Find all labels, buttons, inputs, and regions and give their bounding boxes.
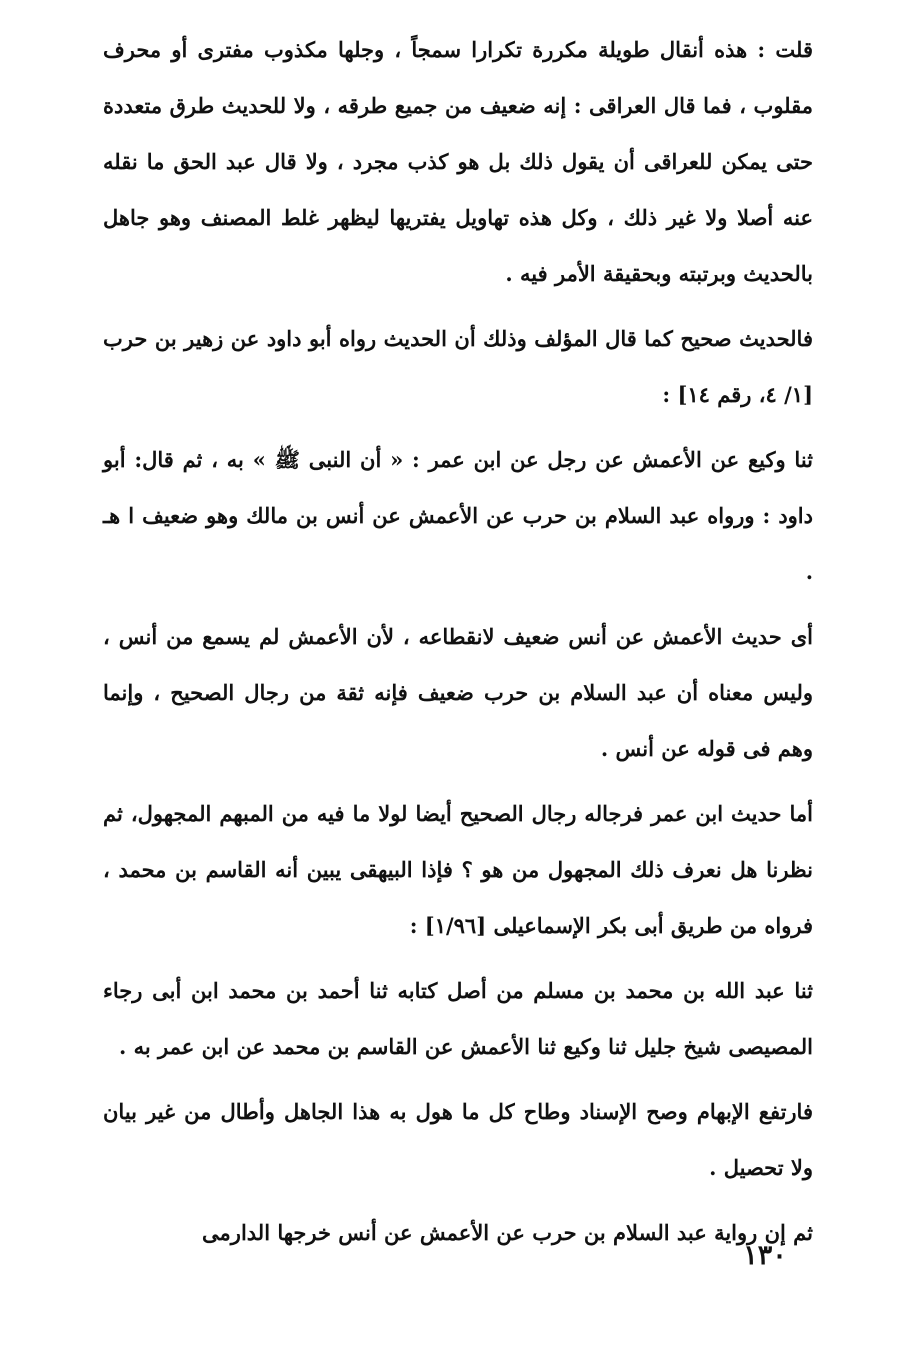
paragraph-6: ثنا عبد الله بن محمد بن مسلم من أصل كتابه ثنا أحمد بن محمد ابن أبى رجاء المصيصى شيخ جليل ثنا وكيع ثنا الأعمش عن القاسم بن محمد عن ابن عمر به .: [103, 978, 813, 1059]
paragraph-5: أما حديث ابن عمر فرجاله رجال الصحيح أيضا لولا ما فيه من المبهم المجهول، ثم نظرنا هل نعرف ذلك المجهول من هو ؟ فإذا البيهقى يبين أنه القاسم بن محمد ، فرواه من طريق أبى بكر الإسماعيلى [١/٩٦] :: [103, 801, 813, 938]
paragraph-4: أى حديث الأعمش عن أنس ضعيف لانقطاعه ، لأن الأعمش لم يسمع من أنس ، وليس معناه أن عبد السلام بن حرب ضعيف فإنه ثقة من رجال الصحيح ، وإنما وهم فى قوله عن أنس .: [103, 624, 813, 761]
paragraph-3: ثنا وكيع عن الأعمش عن رجل عن ابن عمر : « أن النبى ﷺ » به ، ثم قال: أبو داود : ورواه عبد السلام بن حرب عن الأعمش عن أنس بن مالك وهو ضعيف ا هـ .: [103, 447, 813, 584]
paragraph-2: فالحديث صحيح كما قال المؤلف وذلك أن الحديث رواه أبو داود عن زهير بن حرب [١/ ٤، رقم ١٤] :: [103, 326, 813, 407]
paragraph-8: ثم إن رواية عبد السلام بن حرب عن الأعمش عن أنس خرجها الدارمى: [202, 1220, 813, 1245]
paragraph-7: فارتفع الإبهام وصح الإسناد وطاح كل ما هول به هذا الجاهل وأطال من غير بيان ولا تحصيل .: [103, 1099, 813, 1180]
page-body: [103, 22, 813, 1322]
paragraph-1: قلت : هذه أنقال طويلة مكررة تكرارا سمجاً ، وجلها مكذوب مفترى أو محرف مقلوب ، فما قال العراقى : إنه ضعيف من جميع طرقه ، ولا للحديث طرق متعددة حتى يمكن للعراقى أن يقول ذلك بل هو كذب مجرد ، ولا قال عبد الحق ما نقله عنه أصلا ولا غير ذلك ، وكل هذه تهاويل يفتريها ليظهر غلط المصنف وهو جاهل بالحديث وبرتبته وبحقيقة الأمر فيه .: [103, 37, 813, 286]
page-number: ١٣٠: [743, 1240, 787, 1271]
